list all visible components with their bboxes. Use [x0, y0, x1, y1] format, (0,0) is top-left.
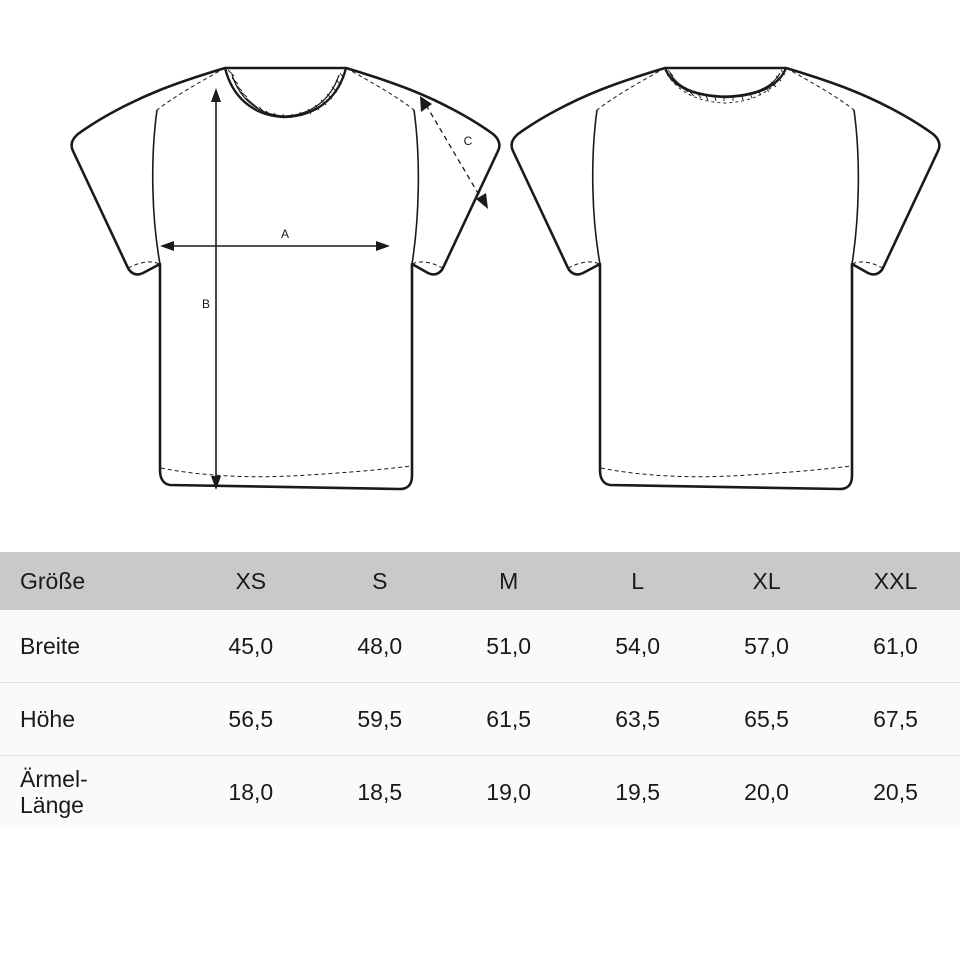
cell-aermel-xxl: 20,5 [831, 756, 960, 829]
header-cell-s: S [372, 567, 388, 594]
measure-a-label: A [280, 227, 290, 241]
cell-aermel-m: 19,0 [444, 756, 573, 829]
cell-breite-xs: 45,0 [186, 610, 315, 683]
table-header-row [0, 552, 960, 610]
header-cell-m: M [499, 567, 519, 594]
measure-c-label: C [463, 134, 473, 148]
cell-hoehe-xl: 65,5 [702, 683, 831, 756]
row-label-breite: Breite [0, 610, 186, 683]
cell-breite-l: 54,0 [573, 610, 702, 683]
row-label-hoehe: Höhe [0, 683, 186, 756]
cell-aermel-s: 18,5 [315, 756, 444, 829]
front-view [72, 68, 500, 490]
cell-hoehe-l: 63,5 [573, 683, 702, 756]
header-cell-xxl: XXL [873, 567, 918, 594]
table-row [0, 683, 960, 756]
cell-hoehe-s: 59,5 [315, 683, 444, 756]
cell-aermel-l: 19,5 [573, 756, 702, 829]
header-cell-xl: XL [752, 567, 781, 594]
header-cell-xs: XS [235, 567, 267, 594]
table-row [0, 756, 960, 829]
back-view [512, 68, 940, 489]
back-body-outline [512, 68, 940, 489]
header-cell-size: Größe [20, 567, 86, 594]
cell-hoehe-m: 61,5 [444, 683, 573, 756]
row-label-aermel-laenge [0, 756, 186, 829]
cell-breite-m: 51,0 [444, 610, 573, 683]
cell-breite-xl: 57,0 [702, 610, 831, 683]
cell-hoehe-xs: 56,5 [186, 683, 315, 756]
cell-breite-s: 48,0 [315, 610, 444, 683]
cell-aermel-xs: 18,0 [186, 756, 315, 829]
front-body-outline [72, 68, 500, 489]
size-table [0, 552, 960, 828]
header-cell-l: L [631, 567, 645, 594]
measure-b-label: B [201, 297, 211, 311]
row-label-line1: Ärmel- [20, 765, 88, 792]
cell-breite-xxl: 61,0 [831, 610, 960, 683]
table-row [0, 610, 960, 683]
cell-aermel-xl: 20,0 [702, 756, 831, 829]
cell-hoehe-xxl: 67,5 [831, 683, 960, 756]
row-label-line2: Länge [20, 792, 84, 818]
